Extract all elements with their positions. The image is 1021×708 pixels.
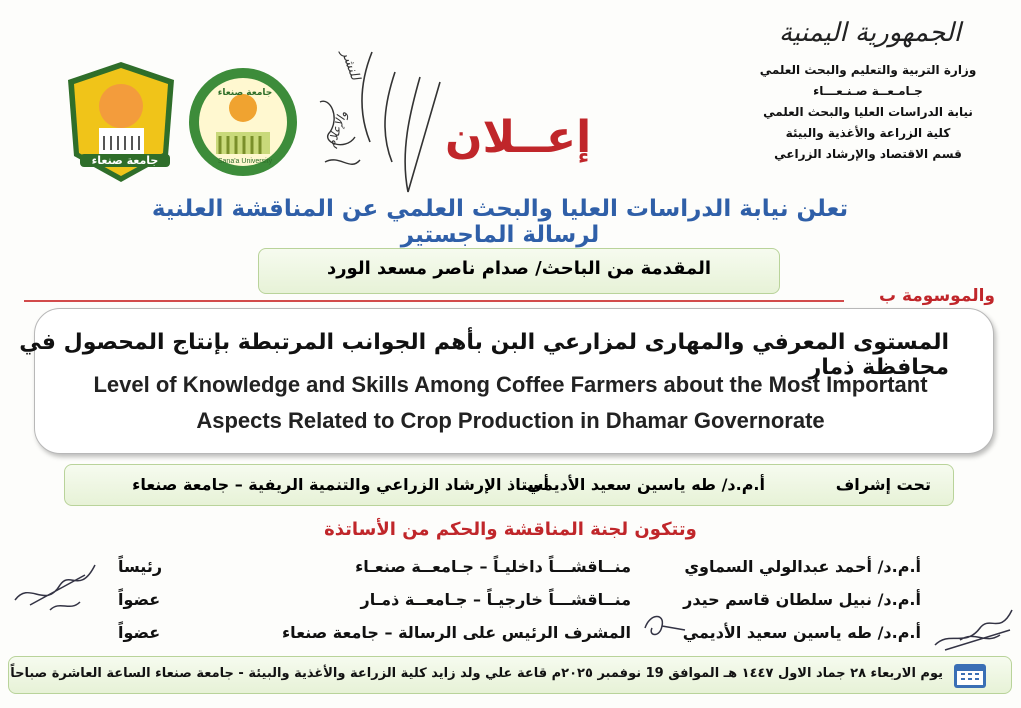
header-line: نيابة الدراسات العليا والبحث العلمي	[763, 105, 973, 119]
committee-member-position: رئيساً	[118, 557, 163, 576]
committee-heading: وتتكون لجنة المناقشة والحكم من الأساتذة	[324, 519, 697, 540]
committee-member-name: أ.م.د/ أحمد عبدالولي السماوي	[684, 557, 921, 576]
committee-member-role: منــاقشـــاً داخليـاً – جـامعــة صنعـاء	[355, 557, 631, 576]
supervisor-title: أستاذ الإرشاد الزراعي والتنمية الريفية – جامعة صنعاء	[132, 475, 549, 494]
committee-member-position: عضواً	[118, 623, 161, 642]
left-university-logo	[64, 58, 179, 186]
supervision-box	[64, 464, 954, 506]
announcement-title: إعــلان	[445, 112, 592, 163]
header-line: كلية الزراعة والأغذية والبيئة	[785, 126, 951, 140]
logo-caption: جامعة صنعاء	[80, 154, 170, 167]
divider-line	[24, 300, 844, 302]
named-label: والموسومة ب	[878, 286, 995, 306]
committee-member-position: عضواً	[118, 590, 161, 609]
footer-details: يوم الاربعاء ٢٨ جماد الاول ١٤٤٧ هـ الموافق 19 نوفمبر ٢٠٢٥م قاعة علي ولد زايد كلية الزراعة والأغذية والبيئة - جامعة صنعاء الساعة العاشرة صباحاً	[10, 666, 943, 681]
committee-member-role: المشرف الرئيس على الرسالة – جامعة صنعاء	[282, 623, 631, 642]
committee-member-role: منــاقشـــاً خارجيـاً – جـامعــة ذمـار	[360, 590, 631, 609]
header-line: جـامـعــة صـنـعـــاء	[813, 84, 923, 98]
committee-member-name: أ.م.د/ طه ياسين سعيد الأديمي	[682, 623, 921, 642]
supervision-label: تحت إشراف	[835, 475, 931, 494]
supervisor-name: أ.م.د/ طه ياسين سعيد الأديمي	[526, 475, 765, 494]
institution-header	[743, 60, 993, 165]
header-line: قسم الاقتصاد والإرشاد الزراعي	[774, 147, 962, 161]
handwritten-note: للنشر	[337, 48, 363, 83]
logo-subtitle: Sana'a University	[217, 158, 273, 165]
thesis-title-english-line-2: Aspects Related to Crop Production in Dhamar Governorate	[196, 408, 825, 433]
handwritten-annotation	[300, 42, 460, 202]
thesis-title-english-line-1: Level of Knowledge and Skills Among Coffee Farmers about the Most Important	[93, 372, 928, 397]
logo-caption: جامعة صنعاء	[217, 88, 273, 98]
handwritten-note: والإعلام	[323, 108, 350, 150]
signature-icon	[930, 600, 1016, 656]
signature-icon	[640, 608, 690, 644]
header-line: وزارة التربية والتعليم والبحث العلمي	[759, 63, 977, 77]
calendar-icon	[953, 661, 987, 689]
thesis-title-arabic: المستوى المعرفي والمهارى لمزارعي البن بأهم الجوانب المرتبطة بإنتاج المحصول في محافظة ذمار	[19, 330, 949, 380]
presenter-name: المقدمة من الباحث/ صدام ناصر مسعد الورد	[326, 258, 712, 279]
committee-member-name: أ.م.د/ نبيل سلطان قاسم حيدر	[683, 590, 921, 609]
republic-title: الجمهورية اليمنية	[778, 18, 961, 48]
announcement-headline: تعلن نيابة الدراسات العليا والبحث العلمي عن المناقشة العلنية لرسالة الماجستير	[151, 196, 849, 248]
presenter-box	[258, 248, 780, 294]
signature-icon	[10, 550, 100, 620]
footer-bar	[8, 656, 1012, 694]
handwriting-scribble-icon	[300, 42, 460, 202]
right-university-logo	[186, 58, 301, 186]
